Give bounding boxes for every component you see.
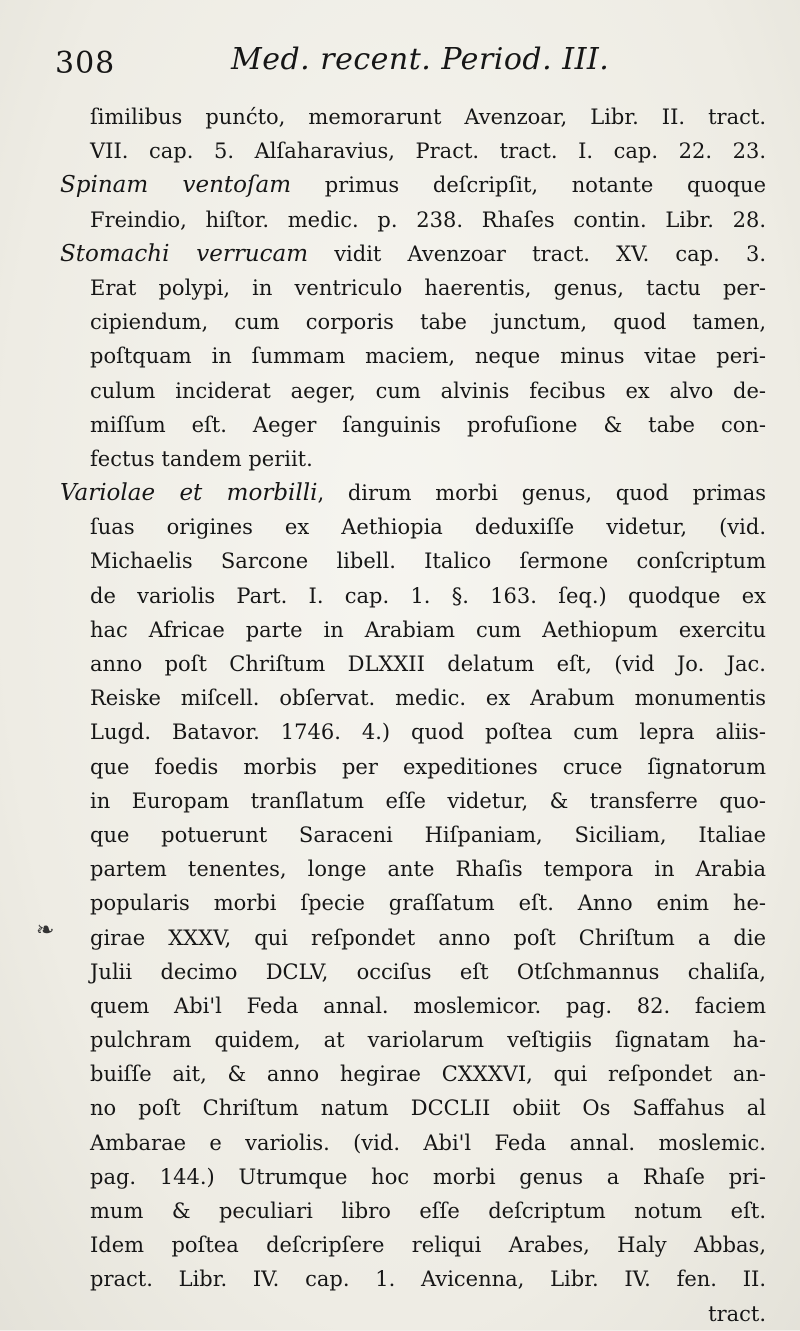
page-number: 308 <box>55 46 116 81</box>
line-text: fectus tandem periit. <box>90 446 313 471</box>
text-line <box>60 613 766 647</box>
running-head: Med. recent. Period. III. <box>231 42 610 77</box>
text-line <box>60 374 766 408</box>
text-line <box>60 681 766 715</box>
line-text: poſtquam in ſummam maciem, neque minus vitae peri- <box>90 344 766 369</box>
text-line <box>60 1262 766 1296</box>
text-line <box>60 203 766 237</box>
line-text: que potuerunt Saraceni Hiſpaniam, Siciliam, Italiae <box>90 822 766 847</box>
page-header <box>55 40 775 96</box>
text-line <box>60 579 766 613</box>
line-text: Michaelis Sarcone libell. Italico ſermone conſcriptum <box>90 549 766 574</box>
line-text: pag. 144.) Utrumque hoc morbi genus a Rhaſe pri- <box>90 1164 766 1189</box>
text-line <box>60 442 766 476</box>
entry-heading: Variolae et morbilli <box>60 480 318 507</box>
margin-mark-icon: ❧ <box>36 918 55 943</box>
line-text: Freindio, hiſtor. medic. p. 238. Rhaſes contin. Libr. 28. <box>90 207 766 232</box>
text-line <box>60 476 766 510</box>
line-text: culum inciderat aeger, cum alvinis fecibus ex alvo de- <box>90 378 766 403</box>
text-line <box>60 921 766 955</box>
text-line <box>60 852 766 886</box>
text-line <box>60 989 766 1023</box>
text-line <box>60 134 766 168</box>
line-text: Reiske miſcell. obſervat. medic. ex Arabum monumentis <box>90 686 766 711</box>
text-line <box>60 510 766 544</box>
text-line <box>60 1023 766 1057</box>
line-text: ſuas origines ex Aethiopia deduxiſſe videtur, (vid. <box>90 515 766 540</box>
line-text: ſimilibus punćto, memorarunt Avenzoar, Libr. II. tract. <box>90 105 766 129</box>
line-text: Ambarae e variolis. (vid. Abi'l Feda annal. moslemic. <box>90 1130 766 1155</box>
text-line <box>60 237 766 271</box>
line-text: VII. cap. 5. Alſaharavius, Pract. tract. I. cap. 22. 23. <box>90 139 766 164</box>
line-text: anno poſt Chriſtum DLXXII delatum eſt, (vid Jo. Jac. <box>90 652 766 676</box>
text-line <box>60 1160 766 1194</box>
text-line <box>60 1126 766 1160</box>
line-text: miſſum eſt. Aeger ſanguinis profuſione & tabe con- <box>90 412 766 437</box>
line-text: primus deſcripſit, notante quoque <box>291 173 766 198</box>
line-text: girae XXXV, qui reſpondet anno poſt Chriſtum a die <box>90 925 766 950</box>
line-text: Erat polypi, in ventriculo haerentis, genus, tactu per- <box>90 275 766 300</box>
text-line <box>60 408 766 442</box>
text-line <box>60 955 766 989</box>
line-text: de variolis Part. I. cap. 1. §. 163. ſeq.) quodque ex <box>90 583 766 608</box>
entry-heading: Spinam ventoſam <box>60 172 292 199</box>
line-text: popularis morbi ſpecie graſſatum eſt. Anno enim he- <box>90 891 766 916</box>
text-line <box>60 886 766 920</box>
line-text: que foedis morbis per expeditiones cruce ſignatorum <box>90 754 766 779</box>
line-text: in Europam tranſlatum eſſe videtur, & transferre quo- <box>90 788 766 813</box>
text-line <box>60 647 766 681</box>
text-line <box>60 1228 766 1262</box>
line-text: hac Africae parte in Arabiam cum Aethiopum exercitu <box>90 617 766 642</box>
line-text: Lugd. Batavor. 1746. 4.) quod poſtea cum lepra aliis- <box>90 720 766 745</box>
catchword: tract. <box>708 1301 766 1326</box>
text-line <box>60 1091 766 1125</box>
line-text: Julii decimo DCLV, occiſus eſt Otſchmannus chaliſa, <box>90 959 766 984</box>
line-text: , dirum morbi genus, quod primas <box>317 481 766 506</box>
text-line <box>60 339 766 373</box>
text-line <box>60 715 766 749</box>
line-text: buiſſe ait, & anno hegirae CXXXVI, qui reſpondet an- <box>90 1062 766 1087</box>
text-line <box>60 818 766 852</box>
text-body <box>60 100 766 1331</box>
line-text: no poſt Chriſtum natum DCCLII obiit Os Saffahus al <box>90 1096 766 1121</box>
text-line <box>60 168 766 202</box>
text-line <box>60 1057 766 1091</box>
text-line <box>60 100 766 134</box>
line-text: pulchram quidem, at variolarum veſtigiis ſignatam ha- <box>90 1028 766 1053</box>
line-text: cipiendum, cum corporis tabe junctum, quod tamen, <box>90 310 766 335</box>
text-line <box>60 544 766 578</box>
line-text: Idem poſtea deſcripſere reliqui Arabes, Haly Abbas, <box>90 1233 766 1258</box>
line-text: partem tenentes, longe ante Rhaſis tempora in Arabia <box>90 857 766 882</box>
line-text: mum & peculiari libro eſſe deſcriptum notum eſt. <box>90 1199 766 1223</box>
text-line <box>60 1194 766 1228</box>
entry-heading: Stomachi verrucam <box>60 240 309 267</box>
line-text: vidit Avenzoar tract. XV. cap. 3. <box>308 241 766 266</box>
text-line <box>60 750 766 784</box>
line-text: quem Abi'l Feda annal. moslemicor. pag. 82. faciem <box>90 993 766 1018</box>
text-line <box>60 305 766 339</box>
line-text: pract. Libr. IV. cap. 1. Avicenna, Libr. IV. fen. II. <box>90 1267 766 1292</box>
text-line <box>60 784 766 818</box>
text-line <box>60 271 766 305</box>
